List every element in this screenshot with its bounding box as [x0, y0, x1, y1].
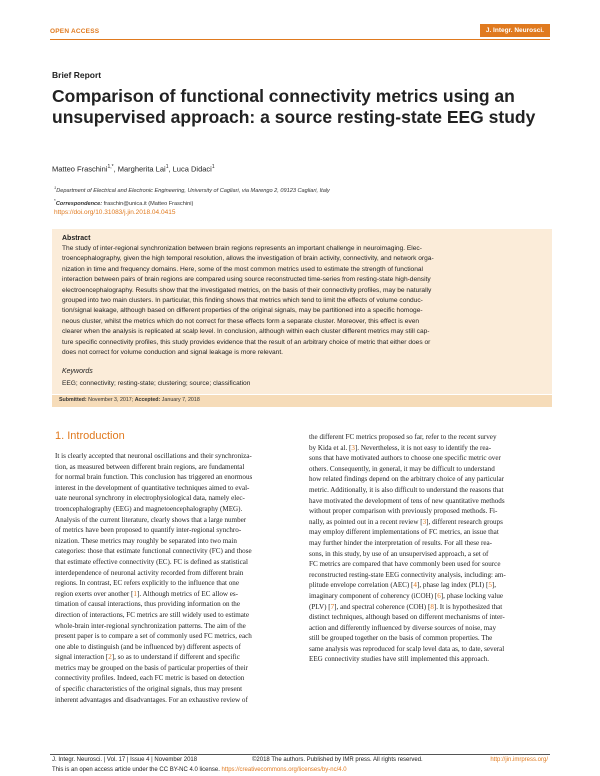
text-line: the different FC metrics proposed so far, refer to the recent survey — [309, 433, 497, 441]
text-line: regions. In contrast, EC refers explicitly to the influence that one — [55, 579, 239, 588]
section-heading-introduction: 1. Introduction — [55, 430, 125, 442]
abstract-line: neous cluster, whilst the metrics which do not correct for these effects form a separate cluster. Moreover, this effect is even — [62, 317, 420, 325]
text-line: sons that have motivated authors to choose one specific metric over — [309, 454, 501, 463]
accepted-label: Accepted: — [134, 397, 161, 403]
text-line: tion, as measured between different brain regions, are fundamental — [55, 462, 245, 471]
text-line: timation of causal interactions, thus providing information on the — [55, 600, 240, 609]
text-line: nally, as pointed out in a recent review [3], different research groups — [309, 517, 503, 526]
text-line: may further hinder the interpretation of results. For all these rea- — [309, 538, 492, 547]
footer-license — [52, 767, 347, 773]
text-line: (PLV) [7], and spectral coherence (COH) [8]. It is hypothesized that — [309, 602, 503, 611]
article-title: Comparison of functional connectivity metrics using an unsupervised approach: a source resting-state EEG study — [52, 86, 536, 127]
text-line: still be grouped together on the basis of common properties. The — [309, 634, 493, 643]
abstract-line: clearer when the analysis is replicated at scalp level. In conclusion, although within each cluster different metrics may still cap- — [62, 328, 430, 336]
text-line: may employ different implementations of FC metrics, an issue that — [309, 528, 499, 537]
abstract-line: electroencephalography. Results show that the investigated metrics, on the basis of their connectivity profiles, may be naturally — [62, 286, 432, 294]
keywords-text: EEG; connectivity; resting-state; clustering; source; classification — [62, 380, 251, 387]
text-line: inherent advantages and disadvantages. For an exhaustive review of — [55, 695, 248, 704]
citation-ref[interactable]: 2 — [108, 653, 112, 662]
accepted-date: January 7, 2018 — [161, 397, 200, 403]
text-line: direction of interactions, FC metrics are still widely used to estimate — [55, 610, 250, 619]
text-line: signal interaction [2], so as to understand if different and specific — [55, 653, 240, 662]
text-line: metric. Additionally, it is also difficult to understand the reasons that — [309, 485, 504, 494]
license-text: This is an open access article under the CC BY-NC 4.0 license. — [52, 767, 220, 773]
abstract-heading: Abstract — [62, 235, 91, 242]
abstract-line: The study of inter-regional synchronization between brain regions represents an important challenge in neuroimaging. Elec- — [62, 245, 422, 252]
text-line: Analysis of the current literature, clearly shows that a large number — [55, 515, 247, 524]
text-line: EEG connectivity studies have still implemented this approach. — [309, 655, 490, 664]
text-line: distinct techniques, although based on different mechanisms of inter- — [309, 613, 505, 622]
text-line: nization. These metrics may roughly be separated into two main — [55, 536, 237, 545]
text-line: action and differently influenced by diverse sources of noise, may — [309, 623, 497, 632]
submitted-date: November 3, 2017 — [88, 397, 132, 403]
footer-divider — [50, 754, 550, 755]
intro-column-right — [309, 432, 549, 665]
license-link[interactable]: https://creativecommons.org/licenses/by-nc/4.0 — [221, 767, 347, 773]
citation-ref[interactable]: 1 — [133, 589, 137, 598]
correspondence — [54, 198, 193, 207]
dates-text: Submitted: November 3, 2017; Accepted: January 7, 2018 — [59, 397, 200, 403]
text-line: uate neuronal synchrony in electrophysiological data, namely elec- — [55, 494, 245, 503]
corr-sup: * — [54, 198, 56, 203]
citation-ref[interactable]: 3 — [351, 443, 355, 452]
text-line: of specific characteristics of the original signals, thus may present — [55, 685, 243, 694]
text-line: sons, in this study, by use of an unsupervised approach, a set of — [309, 549, 489, 558]
author-affil-sup: 1 — [165, 164, 169, 170]
author-affil-sup: 1,* — [107, 164, 114, 170]
article-type: Brief Report — [52, 70, 102, 80]
text-line: have motivated the development of tens of new quantitative methods — [309, 496, 505, 505]
text-line: metrics may be grouped on the basis of particular properties of their — [55, 663, 248, 672]
intro-column-left — [55, 451, 295, 705]
abstract-line: interaction between pairs of brain regions are compared using source reconstructed time-series from resting-state high-density — [62, 276, 431, 284]
affiliation — [54, 185, 330, 194]
text-line: for normal brain function. This conclusion has triggered an enormous — [55, 473, 253, 482]
text-line: interest in the development of quantitative techniques aimed to eval- — [55, 483, 250, 492]
journal-badge: J. Integr. Neurosci. — [480, 24, 550, 37]
text-line: categories: those that estimate functional connectivity (FC) and those — [55, 547, 252, 556]
submitted-label: Submitted: — [59, 397, 87, 403]
citation-ref[interactable]: 4 — [413, 581, 417, 590]
citation-ref[interactable]: 7 — [330, 602, 335, 611]
text-line: whole-brain inter-regional synchronization patterns. The aim of the — [55, 621, 246, 630]
text-line: same analysis was reproduced for scalp level data as, to date, several — [309, 644, 505, 653]
abstract-text — [62, 244, 544, 358]
text-line: imaginary component of coherency (iCOH) [6], phase locking value — [309, 591, 504, 600]
citation-ref[interactable]: 5 — [488, 581, 492, 590]
author-name[interactable]: Matteo Fraschini — [52, 164, 108, 174]
text-line: interdependence of neuronal activity recorded from different brain — [55, 568, 244, 577]
text-line: connectivity profiles. Indeed, each FC metric is based on detection — [55, 674, 245, 683]
text-line: It is clearly accepted that neuronal oscillations and their synchroniza- — [55, 452, 252, 460]
abstract-line: troencephalography, given the high temporal resolution, allows the investigation of brain activity, connectivity, and network orga- — [62, 255, 434, 263]
abstract-line: nization in time and frequency domains. Here, some of the most common metrics used to estimate the strength of functional — [62, 265, 424, 273]
affil-sup: 1 — [54, 185, 57, 190]
author-name[interactable]: Luca Didaci — [172, 164, 212, 174]
text-line: by Kida et al. [3]. Nevertheless, it is not easy to identify the rea- — [309, 443, 492, 452]
open-access-label: OPEN ACCESS — [50, 28, 100, 35]
text-line: reconstructed resting-state EEG connectivity analysis, including: am- — [309, 570, 506, 579]
text-line: region exerts over another [1]. Although metrics of EC allow es- — [55, 589, 239, 598]
citation-ref[interactable]: 8 — [430, 602, 434, 611]
affil-text: Department of Electrical and Electronic Engineering, University of Cagliari, via Marengo 2, 09123 Cagliari, Italy — [56, 187, 330, 194]
text-line: one able to distinguish (and be influenced by) different aspects of — [55, 642, 241, 651]
keywords-heading: Keywords — [62, 368, 93, 375]
doi-link[interactable]: https://doi.org/10.31083/j.jin.2018.04.0415 — [54, 209, 176, 216]
text-line: plitude envelope correlation (AEC) [4], phase lag index (PLI) [5], — [309, 581, 497, 590]
text-line: that estimate effective connectivity (EC). FC is defined as statistical — [55, 557, 248, 566]
text-line: without proper comparison with previously proposed methods. Fi- — [309, 507, 498, 516]
footer-journal-url[interactable]: http://jin.imrpress.org/ — [490, 757, 548, 763]
abstract-line: tion/signal leakage, although based on different properties of the original signals, may be partitioned into a specific homoge- — [62, 307, 423, 315]
corr-label: Correspondence: — [55, 200, 103, 207]
citation-ref[interactable]: 3 — [422, 517, 427, 526]
abstract-line: grouped into two main clusters. In particular, this finding shows that metrics which tend to limit the effects of volume conduc- — [62, 297, 423, 305]
author-list: Matteo Fraschini$^{1,*}$, Margherita Lai$^1$, Luca Didaci$^1$ — [52, 164, 215, 174]
footer-citation: J. Integr. Neurosci. | Vol. 17 | Issue 4 | November 2018 — [52, 757, 198, 763]
author-name[interactable]: Margherita Lai — [117, 164, 166, 174]
citation-ref[interactable]: 6 — [437, 591, 441, 600]
header-divider — [50, 39, 550, 40]
footer-copyright: ©2018 The authors. Published by IMR press. All rights reserved. — [252, 757, 423, 763]
abstract-line: does not correct for volume conduction and signal leakage is more relevant. — [62, 349, 284, 357]
text-line: present paper is to compare a set of commonly used FC metrics, each — [55, 632, 252, 641]
text-line: FC metrics are compared that have commonly been used for source — [309, 560, 501, 569]
text-line: how related findings depend on the arbitrary choice of any particular — [309, 475, 505, 484]
text-line: of metrics have been proposed to quantify inter-regional synchro- — [55, 526, 242, 535]
abstract-line: ture specific connectivity profiles, this study provides evidence that the result of an arbitrary choice of metric that either does or — [62, 338, 431, 346]
corr-email[interactable]: fraschin@unica.it (Matteo Fraschini) — [103, 200, 194, 207]
text-line: troencephalography (EEG) and magnetoencephalography (MEG). — [55, 504, 243, 513]
text-line: others. Consequently, in general, it may be difficult to understand — [309, 464, 495, 473]
author-affil-sup: 1 — [211, 164, 215, 170]
